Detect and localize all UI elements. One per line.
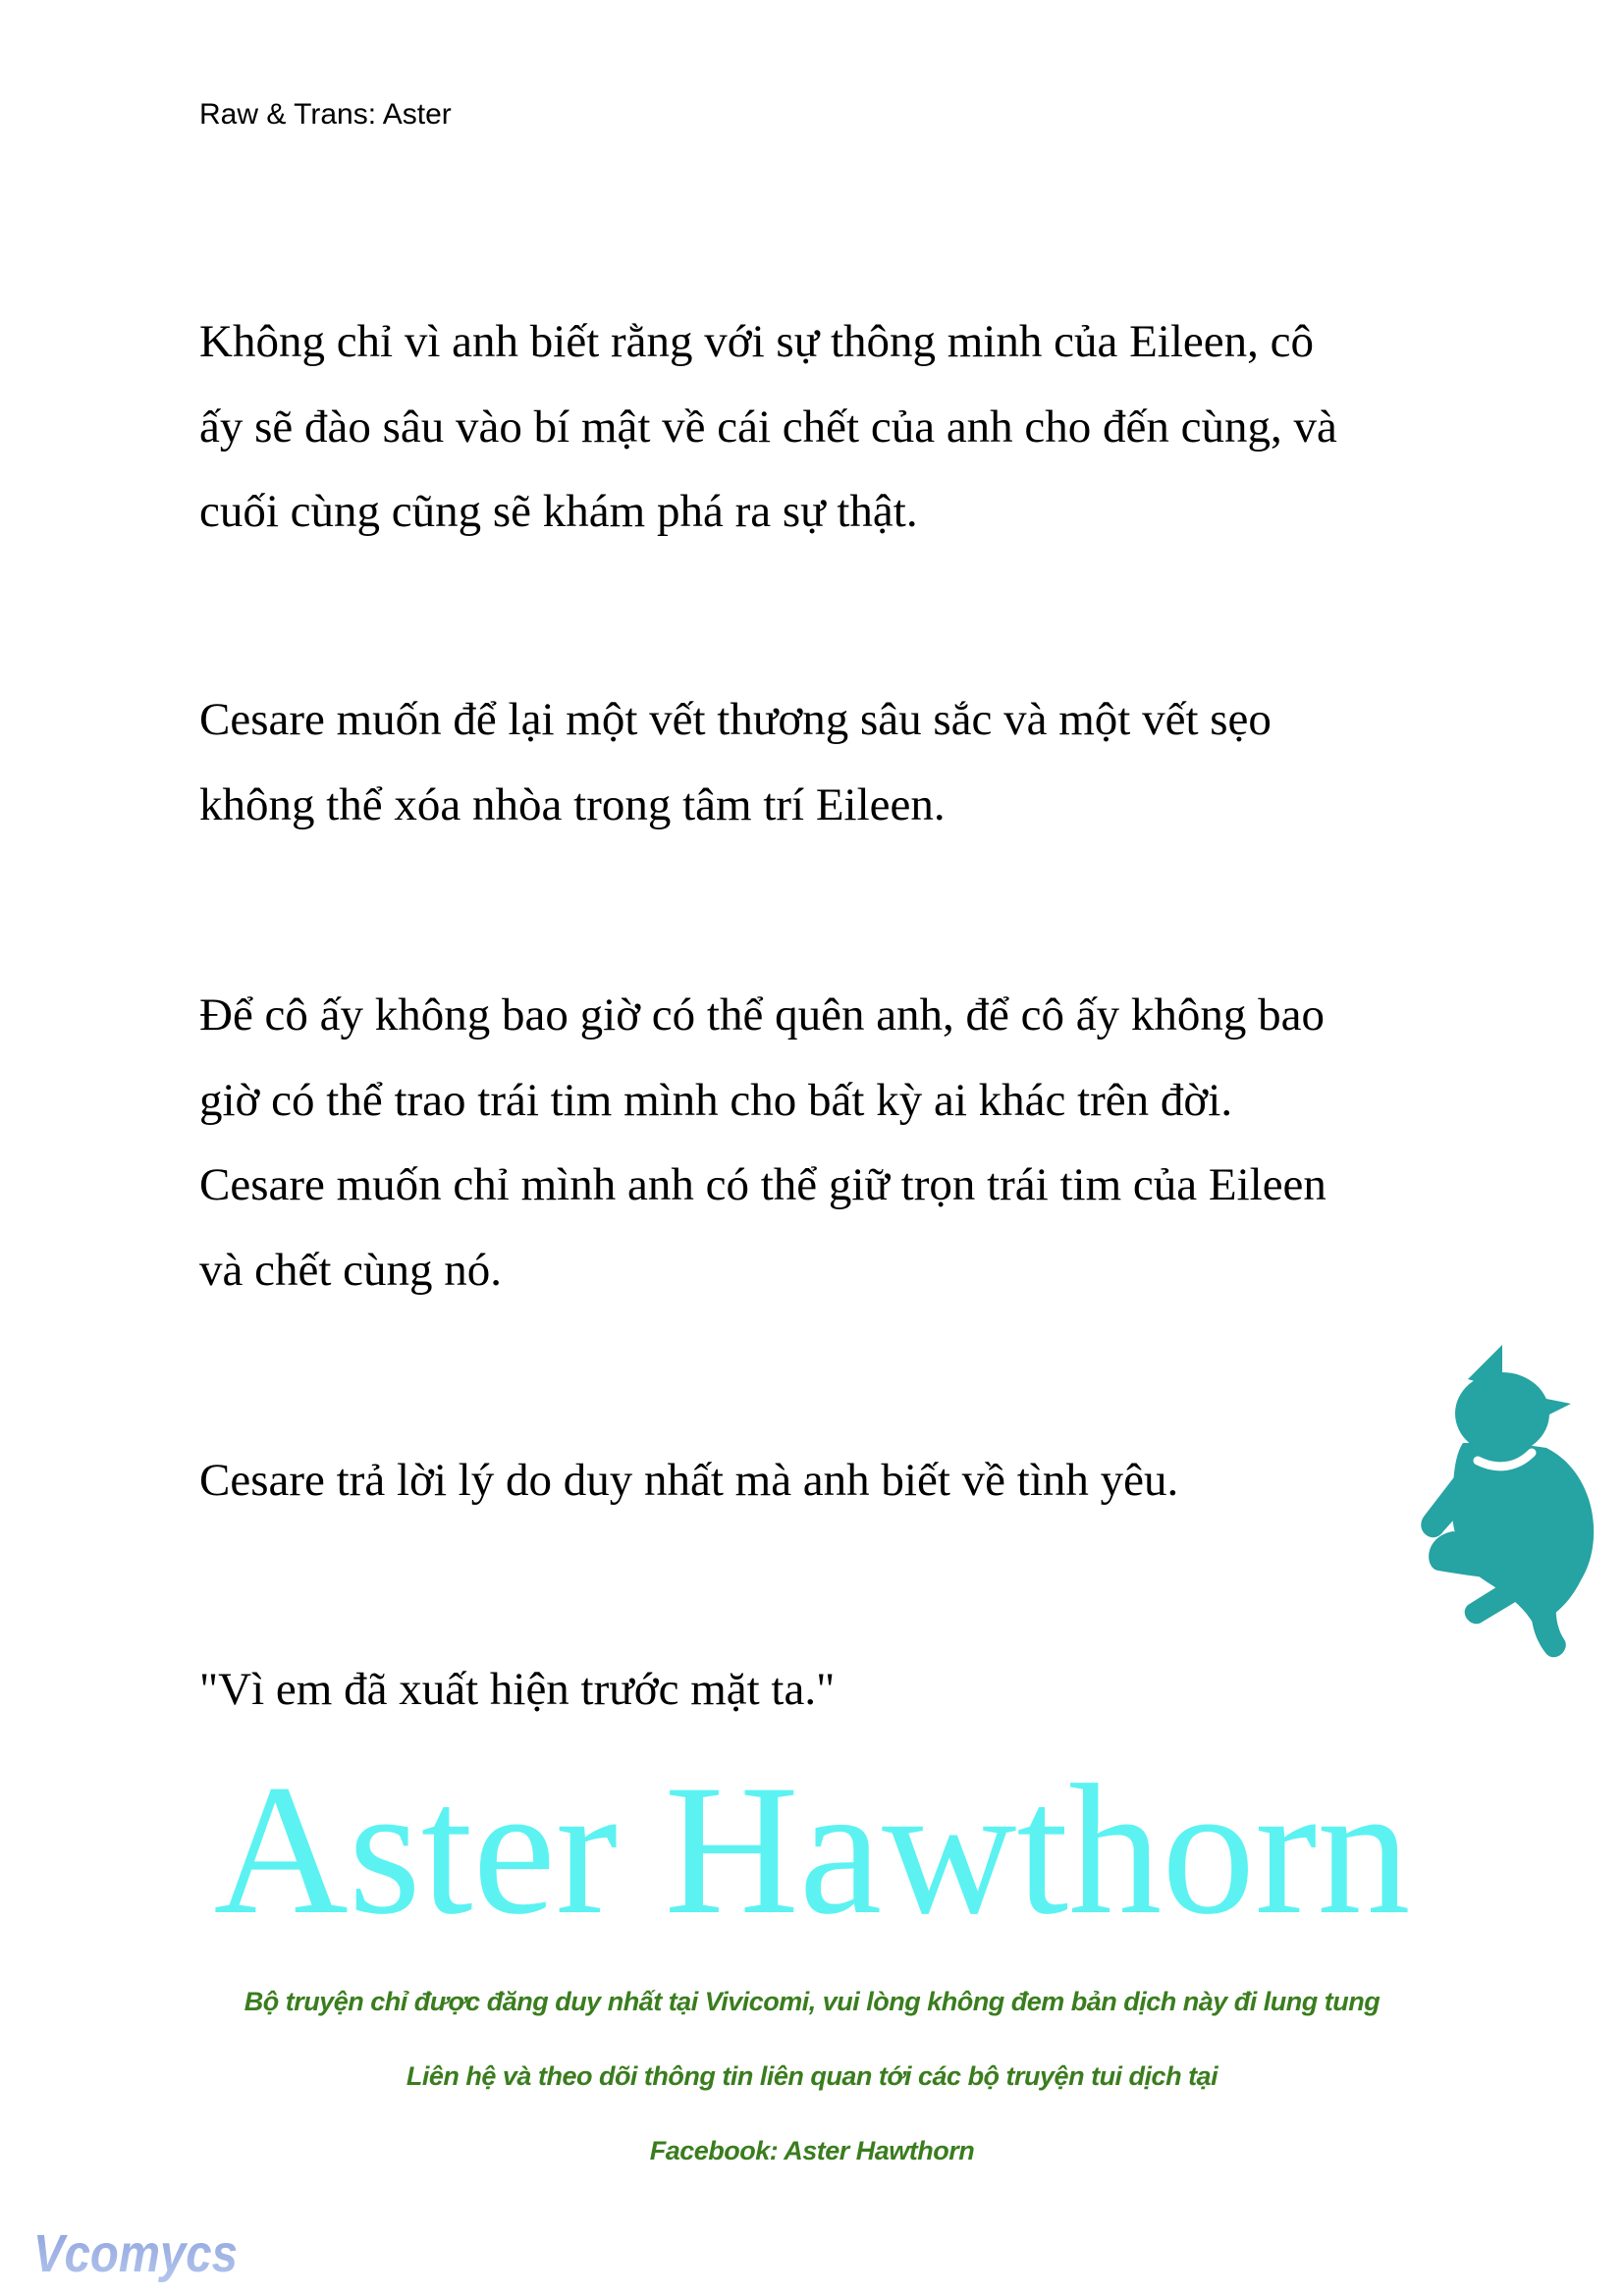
text-line: Cesare muốn chỉ mình anh có thể giữ trọn trái tim của Eileen — [199, 1159, 1326, 1210]
footer-notice: Bộ truyện chỉ được đăng duy nhất tại Vivicomi, vui lòng không đem bản dịch này đi lung tung — [244, 1987, 1380, 2016]
logo-text: Vcomycs — [33, 2224, 238, 2283]
watermark: Aster Hawthorn — [213, 1747, 1411, 1953]
paragraph-2 — [199, 677, 1456, 847]
translator-credit: Raw & Trans: Aster — [199, 98, 452, 131]
cat-icon — [1399, 1345, 1605, 1659]
text-line: "Vì em đã xuất hiện trước mặt ta." — [199, 1664, 836, 1715]
text-line: không thể xóa nhòa trong tâm trí Eileen. — [199, 778, 946, 830]
footer-contact: Liên hệ và theo dõi thông tin liên quan tới các bộ truyện tui dịch tại — [406, 2061, 1218, 2091]
text-line: giờ có thể trao trái tim mình cho bất kỳ ai khác trên đời. — [199, 1074, 1233, 1126]
paragraph-1 — [199, 299, 1456, 555]
footer-facebook: Facebook: Aster Hawthorn — [649, 2136, 975, 2165]
text-line: Không chỉ vì anh biết rằng với sự thông minh của Eileen, cô — [199, 316, 1314, 367]
text-line: và chết cùng nó. — [199, 1244, 503, 1296]
text-line: Để cô ấy không bao giờ có thể quên anh, để cô ấy không bao — [199, 989, 1325, 1041]
paragraph-4 — [199, 1438, 1456, 1523]
text-line: Cesare trả lời lý do duy nhất mà anh biết về tình yêu. — [199, 1455, 1179, 1506]
text-line: Cesare muốn để lại một vết thương sâu sắc và một vết sẹo — [199, 694, 1272, 745]
vcomycs-logo — [29, 2220, 245, 2289]
text-line: cuối cùng cũng sẽ khám phá ra sự thật. — [199, 486, 918, 537]
paragraph-3 — [199, 973, 1456, 1312]
paragraph-5 — [199, 1647, 1456, 1733]
text-line: ấy sẽ đào sâu vào bí mật về cái chết của anh cho đến cùng, và — [199, 400, 1337, 453]
